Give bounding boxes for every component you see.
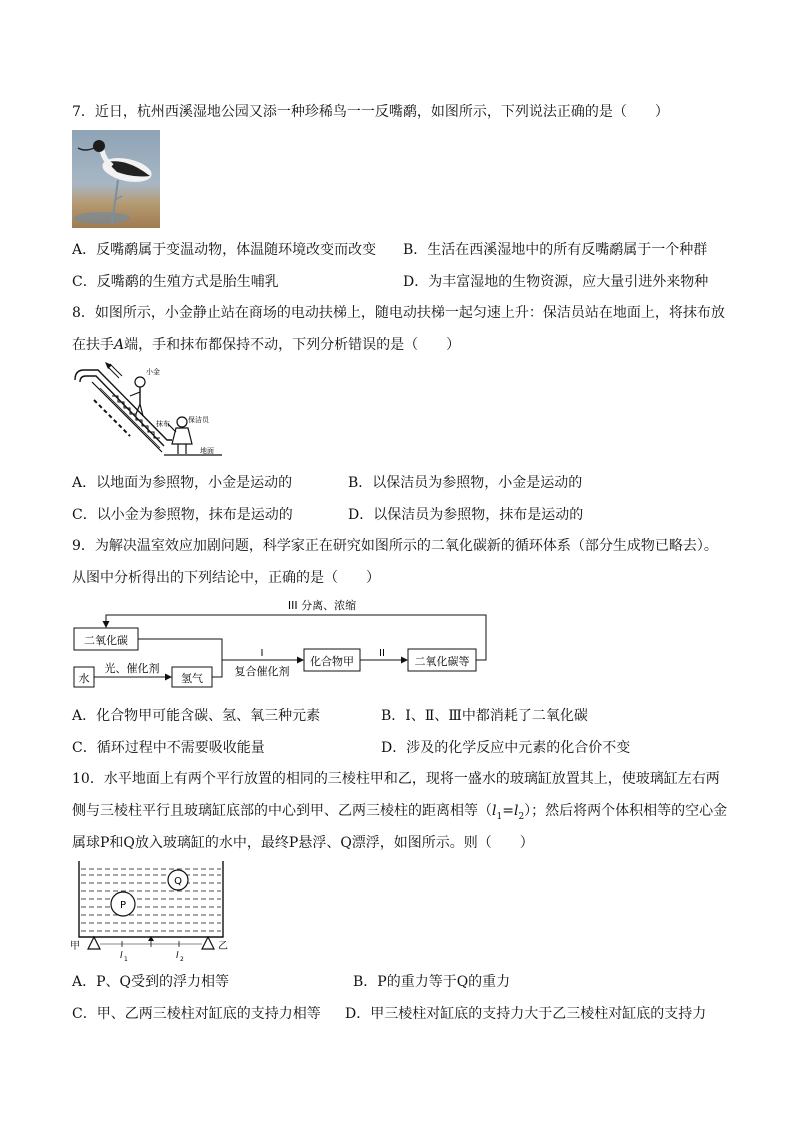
q10-option-a: A．P、Q受到的浮力相等 [72, 974, 230, 990]
q9-option-d: D．涉及的化学反应中元素的化合价不变 [381, 740, 631, 756]
q9-option-a: A．化合物甲可能含碳、氢、氧三种元素 [72, 708, 321, 724]
svg-text:2: 2 [180, 956, 184, 963]
q10-stem-line3: 属球P和Q放入玻璃缸的水中，最终P悬浮、Q漂浮，如图所示。则（ ） [72, 835, 534, 851]
label-step2: II [379, 648, 385, 659]
q10-option-b: B．P的重力等于Q的重力 [353, 974, 511, 990]
q8-stem-line1: 8．如图所示，小金静止站在商场的电动扶梯上，随电动扶梯一起匀速上升：保洁员站在地面上，将抹布放 [72, 305, 725, 321]
label-jia: 甲 [70, 941, 80, 952]
q9-stem-line1: 9．为解决温室效应加剧问题，科学家正在研究如图所示的二氧化碳新的循环体系（部分生成物已略去）。 [72, 538, 718, 554]
q7-option-c: C．反嘴鹬的生殖方式是胎生哺乳 [72, 274, 279, 290]
q9-option-c: C．循环过程中不需要吸收能量 [72, 740, 265, 756]
q8-stem-line2: 在扶手A端，手和抹布都保持不动，下列分析错误的是（ ） [72, 337, 461, 353]
co2-cycle-diagram [72, 595, 492, 695]
ball-p: P [119, 900, 127, 911]
label-cloth: 抹布 [156, 420, 170, 428]
escalator-figure [72, 362, 232, 462]
q7-stem: 7．近日，杭州西溪湿地公园又添一种珍稀鸟一一反嘴鹬，如图所示，下列说法正确的是（ ） [72, 104, 669, 120]
q9-option-b: B．Ⅰ、Ⅱ、Ⅲ中都消耗了二氧化碳 [381, 708, 588, 724]
label-step3: III 分离、浓缩 [287, 599, 357, 612]
box-products: 二氧化碳等 [414, 655, 470, 668]
label-cleaner: 保洁员 [188, 416, 209, 424]
q10-option-d: D．甲三棱柱对缸底的支持力大于乙三棱柱对缸底的支持力 [345, 1006, 707, 1022]
label-xiaojin: 小金 [146, 368, 160, 376]
q10-option-c: C．甲、乙两三棱柱对缸底的支持力相等 [72, 1006, 321, 1022]
tank-figure [66, 857, 236, 965]
svg-text:l: l [176, 951, 179, 961]
label-light-catalyst: 光、催化剂 [104, 662, 160, 675]
svg-text:l: l [120, 951, 123, 961]
q8-option-b: B．以保洁员为参照物，小金是运动的 [348, 475, 583, 491]
label-composite-catalyst: 复合催化剂 [234, 665, 290, 678]
box-co2: 二氧化碳 [84, 634, 128, 647]
box-compound: 化合物甲 [310, 655, 354, 668]
q10-stem-line1: 10．水平地面上有两个平行放置的相同的三棱柱甲和乙，现将一盛水的玻璃缸放置其上，使玻璃缸左右两 [72, 771, 720, 787]
box-hydrogen: 氢气 [181, 672, 203, 685]
label-ground: 地面 [200, 447, 214, 455]
q8-option-d: D．以保洁员为参照物，抹布是运动的 [348, 507, 584, 523]
label-step1: I [260, 648, 264, 659]
label-yi: 乙 [218, 941, 228, 952]
q10-stem-line2: 侧与三棱柱平行且玻璃缸底部的中心到甲、乙两三棱柱的距离相等$(l_1=l_2)$；然后将两个体积相等的空心金 [72, 803, 728, 822]
box-water: 水 [78, 672, 90, 685]
avocet-photo [72, 130, 160, 228]
q7-option-a: A．反嘴鹬属于变温动物，体温随环境改变而改变 [72, 242, 377, 258]
q8-option-a: A．以地面为参照物，小金是运动的 [72, 475, 293, 491]
q7-option-b: B．生活在西溪湿地中的所有反嘴鹬属于一个种群 [403, 242, 708, 258]
q7-option-d: D．为丰富湿地的生物资源，应大量引进外来物种 [403, 274, 709, 290]
ball-q: Q [174, 876, 182, 887]
svg-text:1: 1 [124, 956, 128, 963]
q8-option-c: C．以小金为参照物，抹布是运动的 [72, 507, 293, 523]
q9-stem-line2: 从图中分析得出的下列结论中，正确的是（ ） [72, 570, 380, 586]
